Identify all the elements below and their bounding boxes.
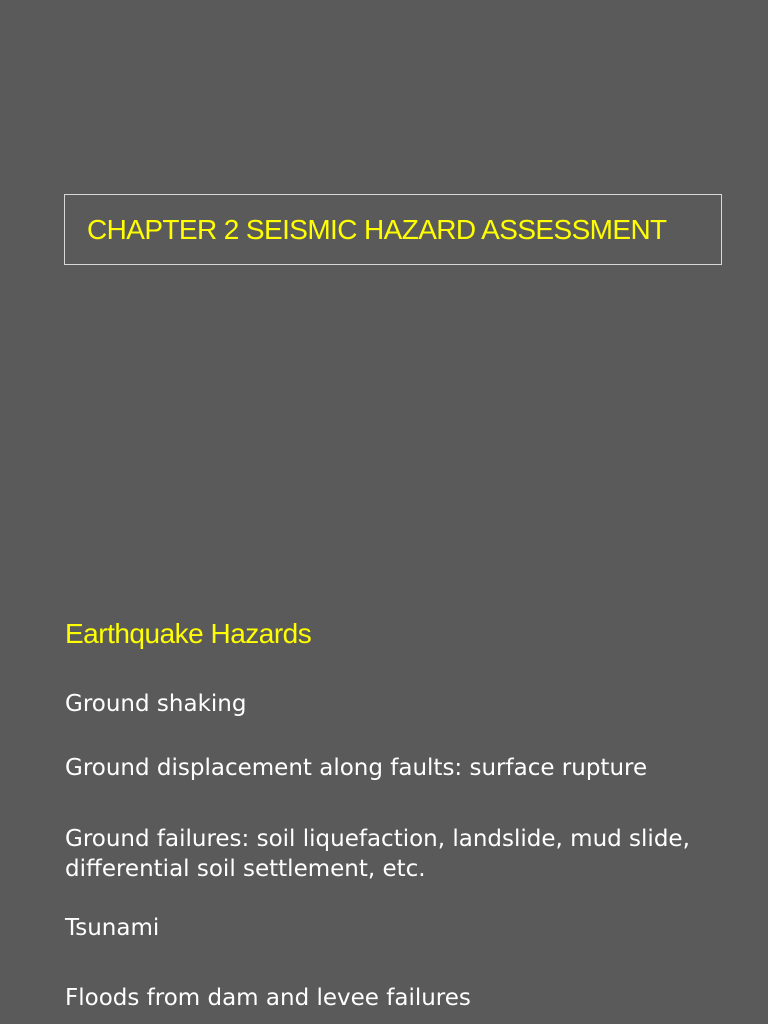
hazard-item-ground-failures: Ground failures: soil liquefaction, landslide, mud slide, differential soil settlement, etc. [65,826,690,882]
hazard-item-ground-displacement: Ground displacement along faults: surface rupture [65,755,648,781]
section-heading: Earthquake Hazards [65,618,312,649]
hazard-item-ground-shaking: Ground shaking [65,691,247,717]
title-box [64,194,722,265]
slide-title: CHAPTER 2 SEISMIC HAZARD ASSESSMENT [87,214,667,245]
hazard-item-floods: Floods from dam and levee failures [65,985,471,1011]
hazard-item-tsunami: Tsunami [65,915,160,941]
